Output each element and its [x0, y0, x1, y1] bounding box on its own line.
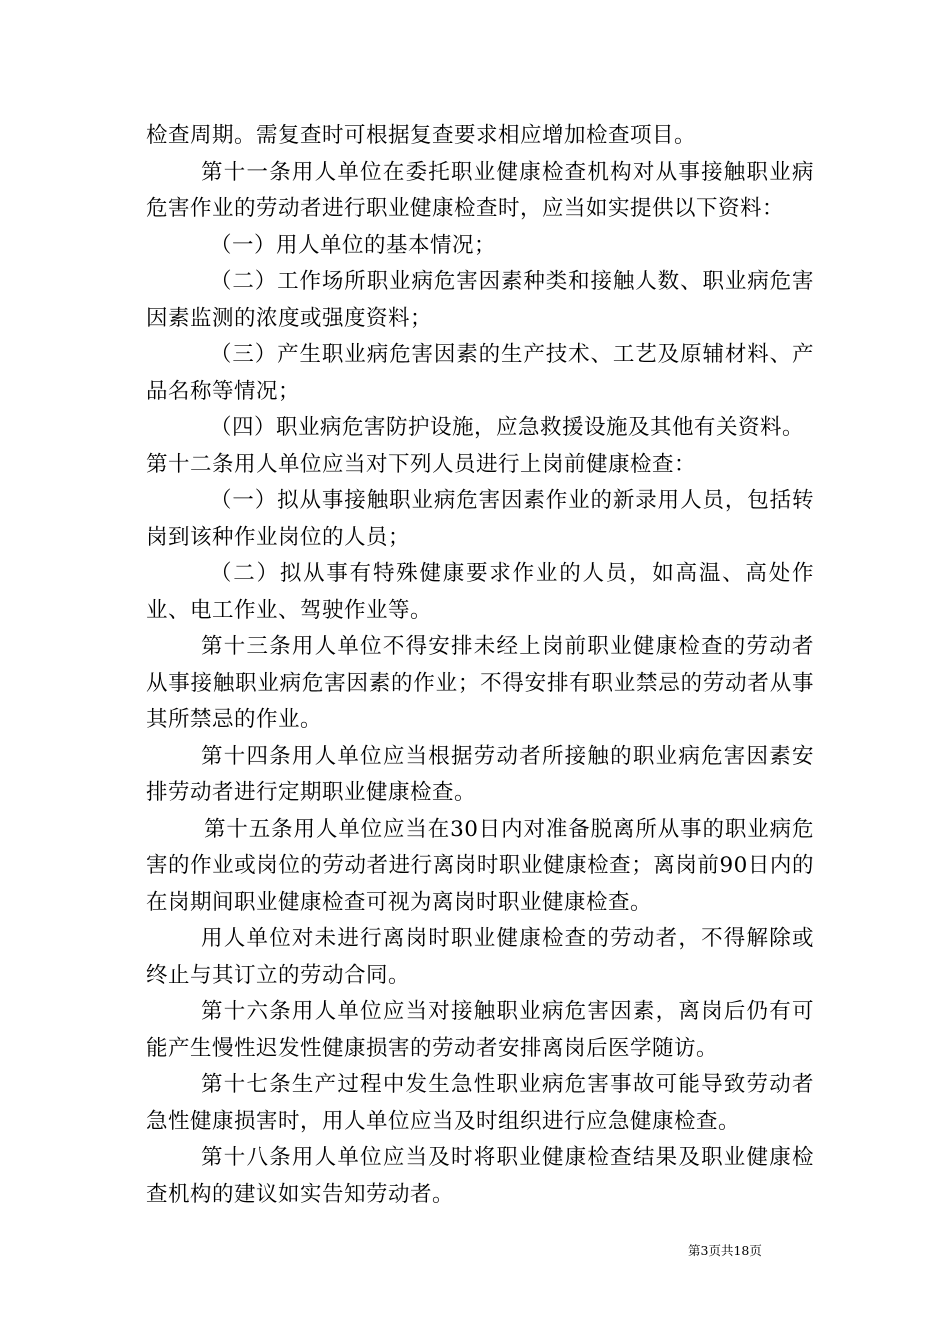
paragraph-article-18: 第十八条用人单位应当及时将职业健康检查结果及职业健康检查机构的建议如实告知劳动者。 [146, 1145, 814, 1207]
paragraph-article-15-cont: 用人单位对未进行离岗时职业健康检查的劳动者，不得解除或终止与其订立的劳动合同。 [146, 926, 814, 988]
paragraph-item: （二）拟从事有特殊健康要求作业的人员，如高温、高处作业、电工作业、驾驶作业等。 [146, 561, 814, 623]
paragraph-item: （一）用人单位的基本情况； [210, 232, 497, 258]
document-body [146, 118, 814, 1213]
paragraph-article-13: 第十三条用人单位不得安排未经上岗前职业健康检查的劳动者从事接触职业病危害因素的作业；不得安排有职业禁忌的劳动者从事其所禁忌的作业。 [146, 634, 814, 732]
paragraph-article-16: 第十六条用人单位应当对接触职业病危害因素，离岗后仍有可能产生慢性迟发性健康损害的劳动者安排离岗后医学随访。 [146, 999, 814, 1061]
paragraph-item: （二）工作场所职业病危害因素种类和接触人数、职业病危害因素监测的浓度或强度资料； [146, 269, 814, 331]
paragraph-item: （一）拟从事接触职业病危害因素作业的新录用人员，包括转岗到该种作业岗位的人员； [146, 488, 814, 550]
paragraph-article-12: 第十二条用人单位应当对下列人员进行上岗前健康检查： [146, 451, 697, 477]
paragraph-article-11: 第十一条用人单位在委托职业健康检查机构对从事接触职业病危害作业的劳动者进行职业健康检查时，应当如实提供以下资料： [146, 159, 814, 221]
paragraph-continuation: 检查周期。需复查时可根据复查要求相应增加检查项目。 [146, 123, 697, 148]
paragraph-article-15: 第十五条用人单位应当在30日内对准备脱离所从事的职业病危害的作业或岗位的劳动者进行离岗时职业健康检查；离岗前90日内的在岗期间职业健康检查可视为离岗时职业健康检查。 [146, 816, 814, 915]
paragraph-item: （四）职业病危害防护设施，应急救援设施及其他有关资料。 [210, 415, 805, 440]
paragraph-article-14: 第十四条用人单位应当根据劳动者所接触的职业病危害因素安排劳动者进行定期职业健康检查。 [146, 743, 814, 805]
page-number-footer: 第3页共18页 [688, 1243, 762, 1258]
paragraph-article-17: 第十七条生产过程中发生急性职业病危害事故可能导致劳动者急性健康损害时，用人单位应当及时组织进行应急健康检查。 [146, 1072, 814, 1134]
paragraph-item: （三）产生职业病危害因素的生产技术、工艺及原辅材料、产品名称等情况； [146, 342, 814, 404]
